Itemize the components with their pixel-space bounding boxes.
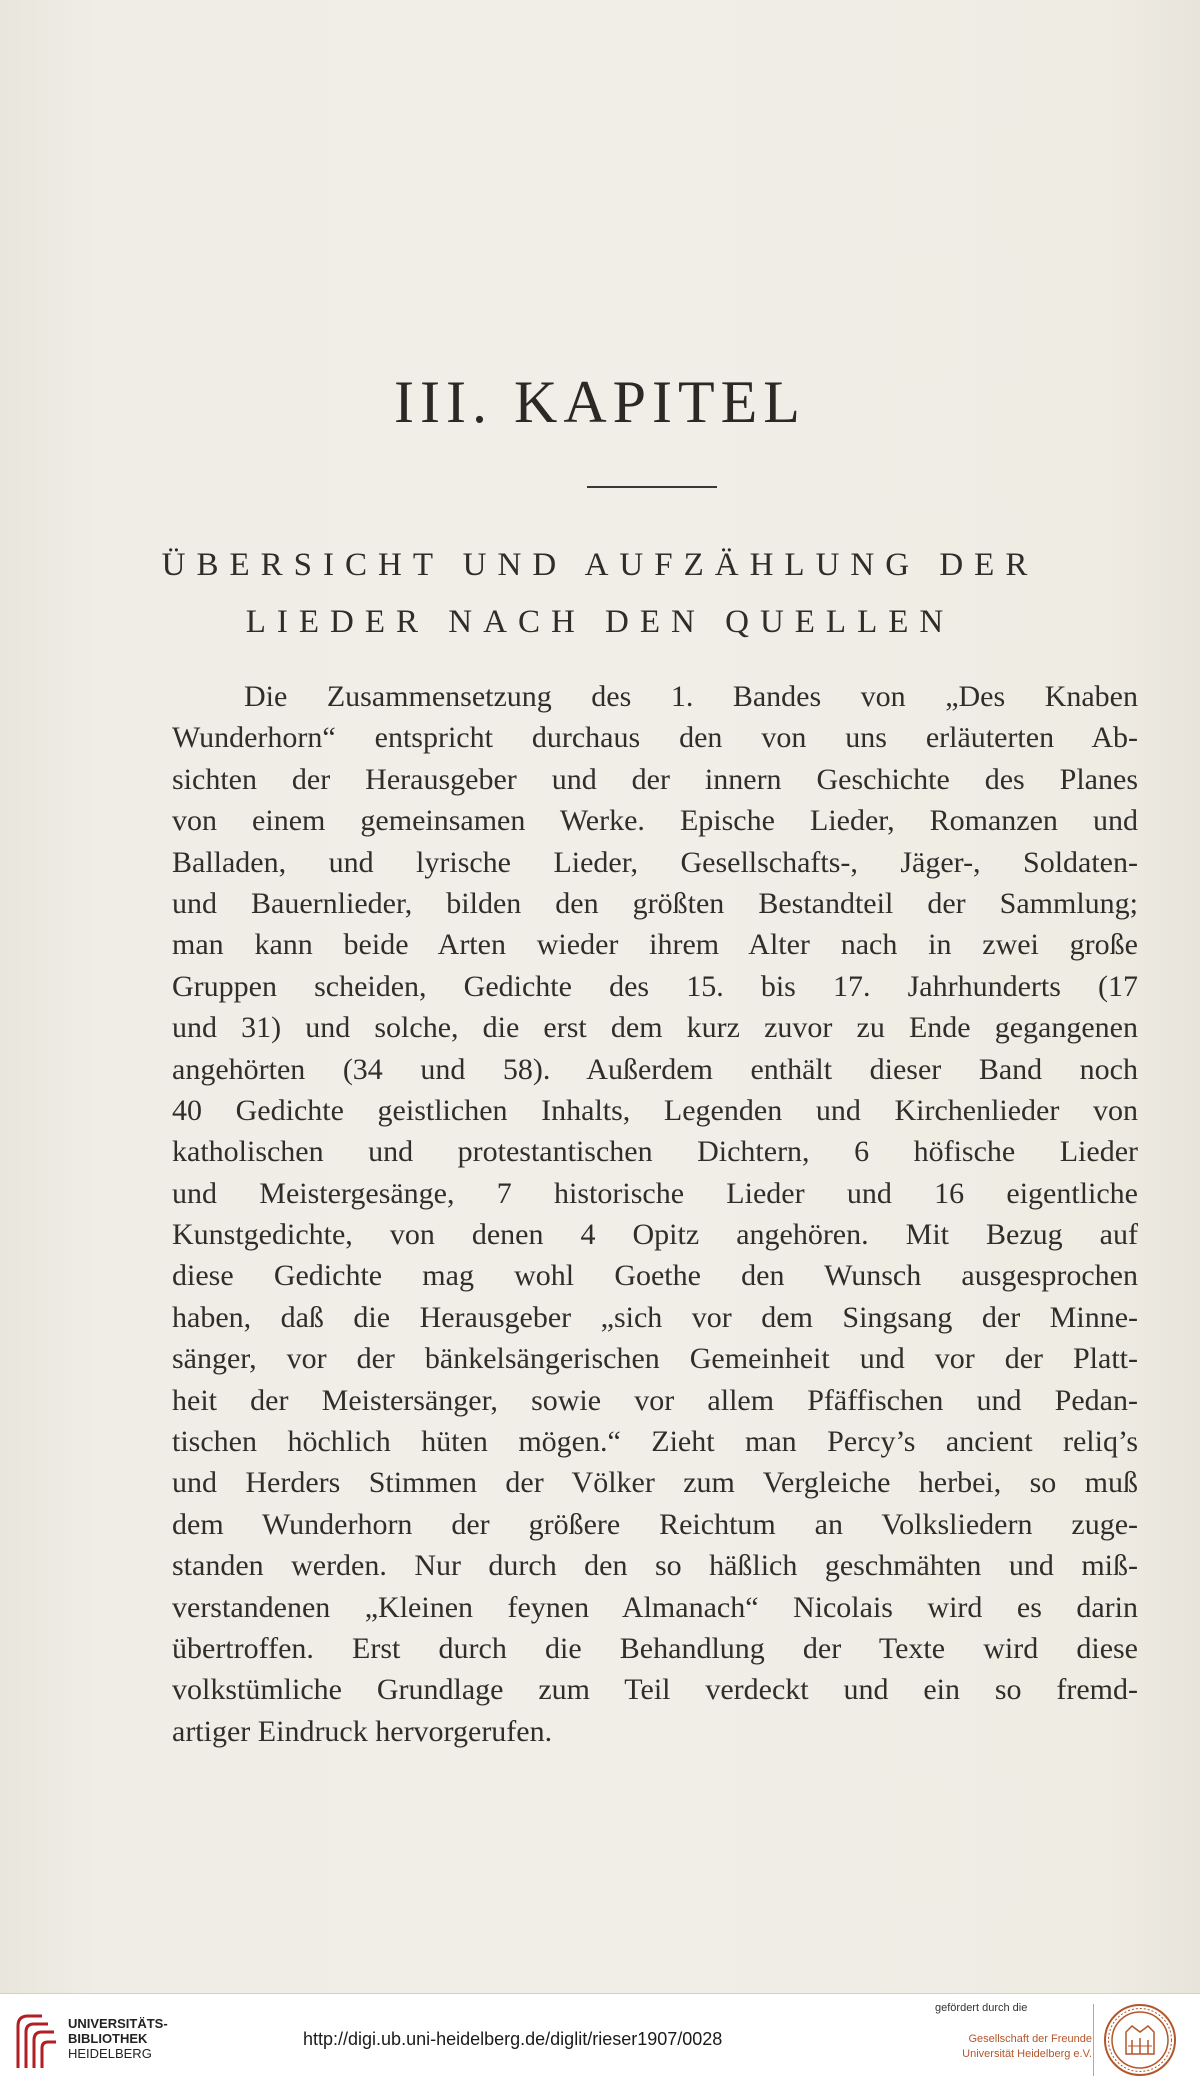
text-line: man kann beide Arten wieder ihrem Alter nach in zwei große — [172, 928, 1138, 962]
footer-divider — [1093, 2004, 1094, 2076]
permalink-url[interactable]: http://digi.ub.uni-heidelberg.de/diglit/rieser1907/0028 — [303, 2029, 723, 2049]
text-line: heit der Meistersänger, sowie vor allem Pfäffischen und Pedan- — [172, 1383, 1138, 1417]
sponsor-label: gefördert durch die — [935, 2002, 1028, 2014]
text-line: volkstümliche Grundlage zum Teil verdeckt und ein so fremd- — [172, 1673, 1138, 1707]
text-line: 40 Gedichte geistlichen Inhalts, Legenden und Kirchenlieder von — [172, 1093, 1138, 1127]
chapter-title: III. KAPITEL — [394, 369, 806, 435]
text-line: von einem gemeinsamen Werke. Epische Lieder, Romanzen und — [172, 804, 1138, 838]
text-line: und Meistergesänge, 7 historische Lieder und 16 eigentliche — [172, 1176, 1138, 1210]
library-name — [68, 2016, 168, 2061]
library-name-line: HEIDELBERG — [68, 2046, 152, 2061]
text-line: und Bauernlieder, bilden den größten Bestandteil der Sammlung; — [172, 886, 1138, 920]
digitization-footer — [0, 1993, 1200, 2083]
text-line: Balladen, und lyrische Lieder, Gesellschafts-, Jäger-, Soldaten- — [172, 845, 1138, 879]
text-line: übertroffen. Erst durch die Behandlung der Texte wird diese — [172, 1631, 1138, 1665]
library-name-line: BIBLIOTHEK — [68, 2031, 148, 2046]
text-line: verstandenen „Kleinen feynen Almanach“ Nicolais wird es darin — [172, 1590, 1138, 1624]
sponsor-name[interactable] — [962, 2032, 1092, 2062]
chapter-subtitle-line-1: ÜBERSICHT UND AUFZÄHLUNG DER — [161, 547, 1039, 583]
sponsor-name-line: Gesellschaft der Freunde — [968, 2033, 1092, 2045]
title-divider-rule — [587, 486, 717, 488]
text-line: Die Zusammensetzung des 1. Bandes von „Des Knaben — [244, 680, 1138, 713]
university-seal-icon[interactable] — [1102, 2002, 1178, 2078]
text-line: tischen höchlich hüten mögen.“ Zieht man Percy’s ancient reliq’s — [172, 1425, 1138, 1459]
text-line: sänger, vor der bänkelsängerischen Gemeinheit und vor der Platt- — [172, 1342, 1138, 1376]
library-name-line: UNIVERSITÄTS- — [68, 2016, 168, 2031]
text-line: haben, daß die Herausgeber „sich vor dem Singsang der Minne- — [172, 1300, 1138, 1334]
text-line: und Herders Stimmen der Völker zum Vergleiche herbei, so muß — [172, 1466, 1138, 1500]
text-line: Wunderhorn“ entspricht durchaus den von uns erläuterten Ab- — [172, 721, 1138, 755]
text-line: katholischen und protestantischen Dichtern, 6 höfische Lieder — [172, 1135, 1138, 1169]
text-line: Kunstgedichte, von denen 4 Opitz angehören. Mit Bezug auf — [172, 1218, 1138, 1252]
text-line: dem Wunderhorn der größere Reichtum an Volksliedern zuge- — [172, 1507, 1138, 1541]
body-paragraph — [172, 676, 1138, 1752]
sponsor-name-line: Universität Heidelberg e.V. — [962, 2048, 1092, 2060]
text-line: angehörten (34 und 58). Außerdem enthält dieser Band noch — [172, 1052, 1138, 1086]
chapter-subtitle-line-2: LIEDER NACH DEN QUELLEN — [245, 604, 955, 640]
text-line: artiger Eindruck hervorgerufen. — [172, 1714, 553, 1748]
text-line: standen werden. Nur durch den so häßlich geschmähten und miß- — [172, 1549, 1138, 1583]
text-line: sichten der Herausgeber und der innern Geschichte des Planes — [172, 762, 1138, 796]
ub-heidelberg-logo-icon[interactable] — [12, 2010, 60, 2072]
text-line: und 31) und solche, die erst dem kurz zuvor zu Ende gegangenen — [172, 1011, 1138, 1045]
text-line: diese Gedichte mag wohl Goethe den Wunsch ausgesprochen — [172, 1259, 1138, 1293]
text-line: Gruppen scheiden, Gedichte des 15. bis 17. Jahrhunderts (17 — [172, 969, 1138, 1003]
